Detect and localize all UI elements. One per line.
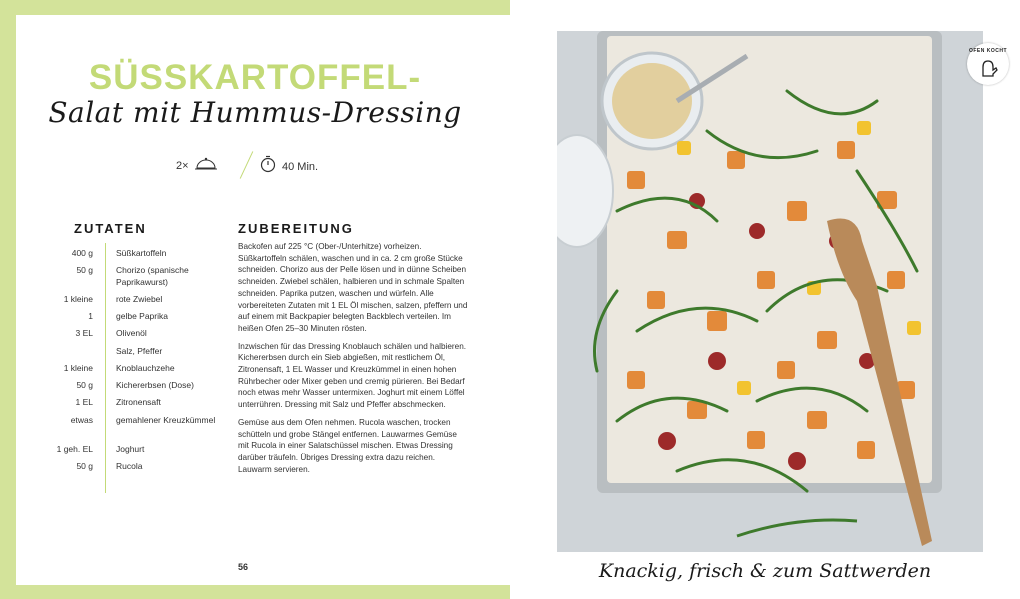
ingredient-qty: etwas bbox=[70, 415, 93, 425]
ingredient-qty: 1 EL bbox=[75, 397, 93, 407]
cloche-icon bbox=[194, 157, 218, 171]
ingredient-qty: 3 EL bbox=[75, 328, 93, 338]
preparation-step: Backofen auf 225 °C (Ober-/Unterhitze) vorheizen. Süßkartoffeln schälen, waschen und in ca. 2 cm große Stücke schneiden. Chorizo aus der Pelle lösen und in dünne Scheiben schneiden. Zwiebel schälen, halbieren und in schmale Spalten schneiden. Paprika putzen, waschen und würfeln. Alle vorbereiteten Zutaten mit 1 EL Öl mischen, salzen, pfeffern und auf einem mit Backpapier belegten Backblech verteilen. Im heißen Ofen 25–30 Minuten rösten. bbox=[238, 242, 468, 333]
ingredient-name: Süßkartoffeln bbox=[116, 248, 167, 258]
ingredient-name: gelbe Paprika bbox=[116, 311, 168, 321]
meta-divider bbox=[240, 151, 254, 179]
timer-icon bbox=[260, 155, 276, 173]
ingredient-qty: 1 bbox=[88, 311, 93, 321]
preparation-step: Gemüse aus dem Ofen nehmen. Rucola waschen, trocken schütteln und grobe Stängel entfernen. Lauwarmes Gemüse mit Rucola in einer Salatschüssel mischen. Etwas Dressing darüber träufeln. Übriges Dressing extra dazu reichen. Lauwarm servieren. bbox=[238, 417, 457, 474]
preparation-heading: ZUBEREITUNG bbox=[238, 221, 354, 236]
ingredient-name: rote Zwiebel bbox=[116, 294, 163, 304]
ingredient-name: Joghurt bbox=[116, 444, 145, 454]
ingredient-name: Knoblauchzehe bbox=[116, 363, 175, 373]
ingredient-qty: 50 g bbox=[76, 380, 93, 390]
badge-text: OFEN KOCHT bbox=[968, 48, 1008, 54]
cooking-time: 40 Min. bbox=[282, 161, 319, 173]
ingredient-qty: 1 geh. EL bbox=[56, 444, 93, 454]
ingredient-qty: 50 g bbox=[76, 461, 93, 471]
ingredients-divider bbox=[105, 243, 106, 493]
recipe-subtitle: Salat mit Hummus-Dressing bbox=[48, 96, 462, 129]
ingredient-qty: 1 kleine bbox=[63, 363, 93, 373]
ingredient-name: gemahlener Kreuzkümmel bbox=[116, 415, 216, 425]
page-number: 56 bbox=[238, 562, 249, 572]
photo-caption: Knackig, frisch & zum Sattwerden bbox=[598, 560, 932, 582]
ingredient-qty: 400 g bbox=[71, 248, 93, 258]
recipe-meta bbox=[170, 150, 370, 184]
ingredient-name: Salz, Pfeffer bbox=[116, 346, 163, 356]
recipe-title: SÜSSKARTOFFEL- bbox=[88, 58, 422, 97]
oven-badge bbox=[967, 43, 1009, 85]
ingredient-name: Zitronensaft bbox=[116, 397, 161, 407]
preparation-text bbox=[238, 241, 468, 481]
ingredient-qty: 50 g bbox=[76, 265, 93, 275]
recipe-photo bbox=[557, 31, 983, 552]
ingredient-name: Kichererbsen (Dose) bbox=[116, 380, 194, 390]
ingredient-qty: 1 kleine bbox=[63, 294, 93, 304]
servings-count: 2× bbox=[176, 160, 189, 172]
ingredient-name: Olivenöl bbox=[116, 328, 147, 338]
preparation-step: Inzwischen für das Dressing Knoblauch schälen und halbieren. Kichererbsen durch ein Sieb abgießen, mit restlichem Öl, Zitronensaft, 1 EL Wasser und Kreuzkümmel in einen hohen Rührbecher oder Mixer geben und cremig pürieren. Bei Bedarf noch etwas mehr Wasser untermixen. Joghurt mit einem Löffel unterrühren. Dressing mit Salz und Pfeffer abschmecken. bbox=[238, 341, 467, 410]
ingredient-name: Rucola bbox=[116, 461, 143, 471]
ingredient-name: Chorizo (spanische Paprikawurst) bbox=[116, 265, 189, 287]
ingredients-heading: ZUTATEN bbox=[74, 221, 147, 236]
oven-mitt-icon bbox=[978, 58, 998, 78]
